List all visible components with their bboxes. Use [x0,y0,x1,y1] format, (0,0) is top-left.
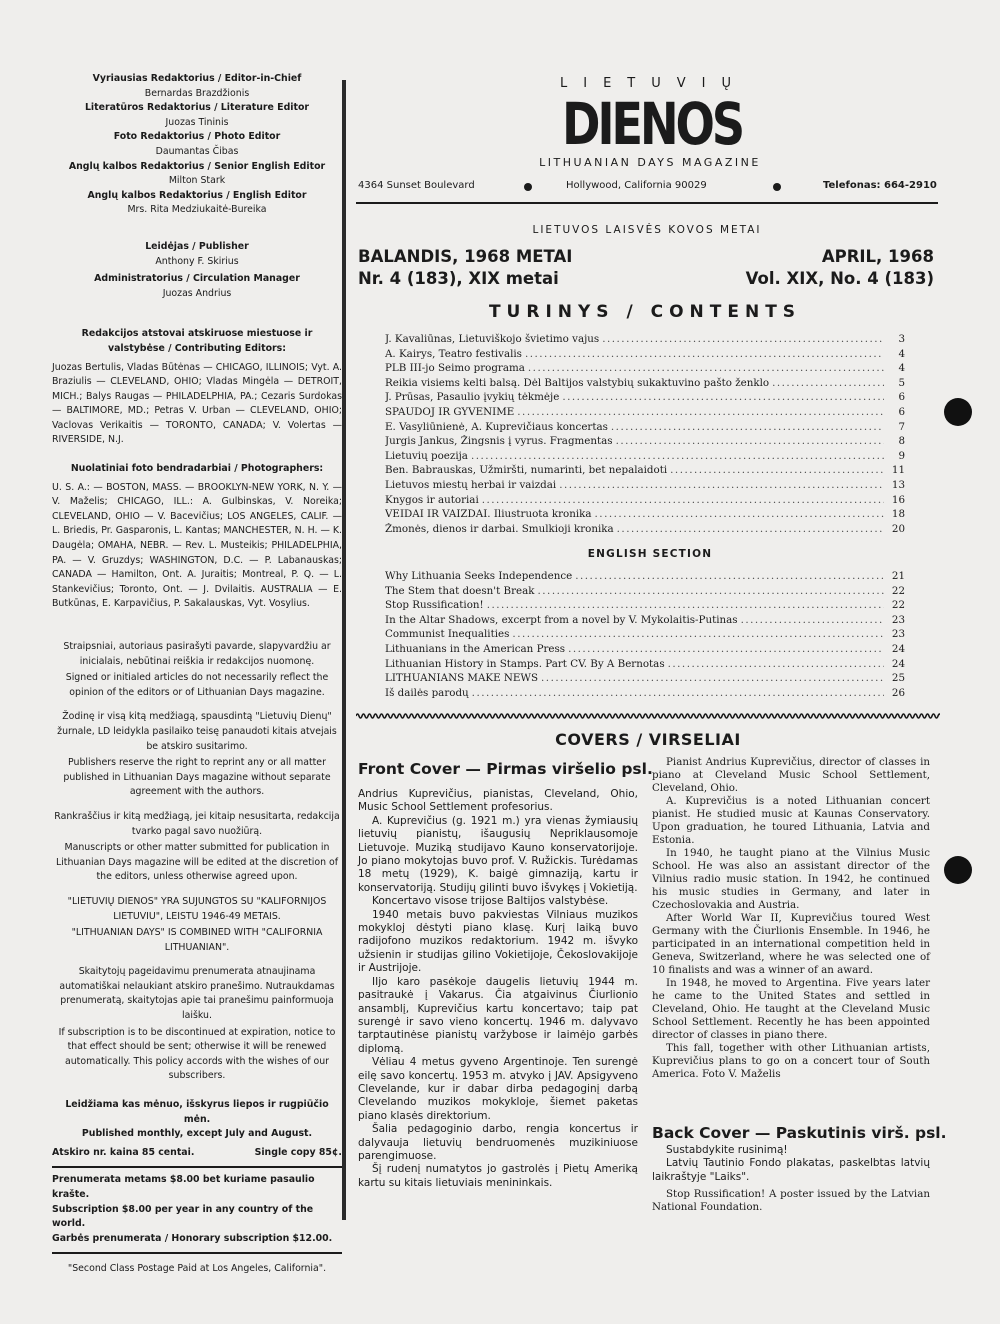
divider [52,1252,342,1254]
front-cover-paragraph: Andrius Kuprevičius, pianistas, Cleveland, Ohio, Music School Settlement profesorius. [358,788,638,814]
toc-row [385,643,905,658]
masthead-staff-column [52,72,342,1277]
toc-leader [668,658,884,670]
toc-leader [482,494,884,506]
editorial-note: "LITHUANIAN DAYS" IS COMBINED WITH "CALIFORNIA LITHUANIAN". [71,927,323,953]
toc-row [385,348,905,363]
toc-leader [617,523,884,535]
toc-leader [568,643,884,655]
toc-leader [772,377,884,389]
toc-title: Why Lithuania Seeks Independence [385,570,573,582]
toc-title: Iš dailės parodų [385,686,469,699]
toc-title: Lietuvių poezija [385,449,468,462]
toc-row [385,450,905,465]
back-cover-heading: Back Cover — Paskutinis virš. psl. [652,1124,947,1142]
bullet-dot-icon [524,183,532,191]
toc-page: 23 [891,613,905,626]
front-cover-paragraph: Vėliau 4 metus gyveno Argentinoje. Ten surengė eilę savo koncertų. 1953 m. atvyko į JAV. Apsigyveno Clevelande, kur ir dabar dirba pedagoginį darbą Clevelando muzikos mokykloje, šiemet paketas piano klasės direktorium. [358,1056,638,1122]
toc-leader [741,614,884,626]
toc-leader [562,391,884,403]
toc-leader [538,585,884,597]
toc-page: 20 [891,522,905,535]
toc-page: 25 [891,672,905,685]
toc-page: 22 [891,599,905,612]
toc-title: Lithuanians in the American Press [385,642,566,655]
staff-name: Juozas Tininis [165,116,229,128]
toc-page: 23 [891,628,905,641]
issue-date-en: APRIL, 1968 [821,247,934,266]
toc-leader [528,362,884,374]
back-cover-line: Latvių Tautinio Fondo plakatas, paskelbtas latvių laikraštyje "Laiks". [652,1157,930,1183]
editorial-note: Publishers reserve the right to reprint any or all matter published in Lithuanian Days magazine without separate agreement with the authors. [63,757,331,798]
toc-leader [611,421,884,433]
punch-hole-icon [944,856,972,884]
toc-page: 3 [898,333,905,345]
issue-number-lt: Nr. 4 (183), XIX metai [358,269,559,288]
column-rule [342,80,346,1220]
front-cover-paragraph: A. Kuprevičius (g. 1921 m.) yra vienas žymiausių lietuvių pianistų, išaugusių Nepriklausomoje Lietuvoje. Muziką studijavo Kauno konservatorijoje. Jo piano mokytojas buvo prof. V. Ružickis. Turėdamas 18 metų (1929), K. baigė gimnaziją, kartu ir konservatoriją. Studijų gilinti buvo išvykęs į Vokietiją. [358,814,638,894]
toc-row [385,658,905,673]
toc-title: In the Altar Shadows, excerpt from a novel by V. Mykolaitis-Putinas [385,613,738,626]
masthead-lietuviu: LIETUVIŲ [560,76,747,91]
staff-name: Bernardas Brazdžionis [144,87,250,99]
toc-page: 4 [898,362,905,375]
toc-row [385,672,905,687]
photographers [52,462,342,612]
staff-list [52,72,342,218]
toc-page: 4 [898,347,905,360]
english-paragraph: A. Kuprevičius is a noted Lithuanian concert pianist. He studied music at Kaunas Conservatory. Upon graduation, he toured Lithuania, Latvia and Estonia. [652,795,930,846]
back-cover-text [652,1144,930,1214]
phone: Telefonas: 664-2910 [823,180,937,191]
editorial-note: Rankraščius ir kitą medžiagą, jei kitaip nesusitarta, redakcija tvarko pagal savo nuožiūrą. [54,810,340,837]
staff-name: Daumantas Čibas [155,145,239,157]
toc-title: VEIDAI IR VAIZDAI. Iliustruota kronika [385,508,592,521]
toc-row [385,435,905,450]
price-line: Prenumerata metams $8.00 bet kuriame pasaulio krašte. [52,1174,315,1200]
toc-title: Reikia visiems kelti balsą. Dėl Baltijos valstybių sukaktuvino pašto ženklo [385,376,770,389]
english-paragraph: In 1940, he taught piano at the Vilnius Music School. He was also an assistant director of the Vilnius radio music station. In 1942, he continued his music studies in Germany, and later in Czechoslovakia and Austria. [652,847,930,911]
toc-page: 13 [891,478,905,491]
single-copy-lt: Atskiro nr. kaina 85 centai. [52,1146,195,1158]
toc-title: A. Kairys, Teatro festivalis [385,347,522,360]
toc-leader [471,450,884,462]
toc-page: 5 [898,376,905,389]
editorial-note: "LIETUVIŲ DIENOS" YRA SUJUNGTOS SU "KALIFORNIJOS LIETUVIU", LEISTU 1946-49 METAIS. [67,895,327,922]
bullet-dot-icon [773,183,781,191]
english-section-title: ENGLISH SECTION [587,548,713,560]
front-cover-paragraph: Šį rudenį numatytos jo gastrolės į Pietų Ameriką kartu su kitais lietuviais menininkais. [358,1163,638,1189]
editorial-note: Signed or initialed articles do not necessarily reflect the opinion of the editors or of Lithuanian Days magazine. [65,672,329,698]
toc-row [385,523,905,538]
editorial-note: Žodinę ir visą kitą medžiagą, spausdintą "Lietuvių Dienų" žurnale, LD leidykla pasilaiko teisę panaudoti kitais atvejais be atskiro susitarimo. [57,711,337,752]
toc-title: Žmonės, dienos ir darbai. Smulkioji kronika [385,522,614,535]
staff-role: Anglų kalbos Redaktorius / English Editor [87,189,307,201]
front-cover-paragraph: Koncertavo visose trijose Baltijos valstybėse. [372,895,609,908]
toc-leader [595,508,884,520]
toc-title: SPAUDOJ IR GYVENIME [385,405,515,418]
english-paragraph: This fall, together with other Lithuanian artists, Kuprevičius plans to go on a concert tour of South America. Foto V. Maželis [652,1042,930,1080]
toc-title: J. Kavaliūnas, Lietuviškojo švietimo vajus [385,333,600,345]
toc-leader [559,479,884,491]
toc-leader [517,406,884,418]
toc-leader [616,435,884,447]
toc-row [385,406,905,421]
toc-row [385,479,905,494]
toc-page: 24 [891,657,905,670]
toc-page: 7 [898,420,905,433]
punch-hole-icon [944,398,972,426]
front-cover-paragraph: IIjo karo pasėkoje daugelis lietuvių 1944 m. pasitraukė į Vakarus. Čia atgaivinus Čiurlionio ansamblį, Kuprevičius kartu koncertavo; taip pat surengė ir savo vieno koncertų. 1946 m. dalyvavo tarptautinėse pianistų varžybose ir laimėjo garbės diplomą. [358,975,638,1055]
toc-leader [472,687,884,699]
toc-title: Lithuanian History in Stamps. Part CV. By A Bernotas [385,657,665,670]
contents-title: TURINYS / CONTENTS [488,302,802,322]
toc-row [385,421,905,436]
single-copy-en: Single copy 85¢. [254,1146,342,1158]
staff-role: Anglų kalbos Redaktorius / Senior English Editor [68,160,326,172]
toc-title: Communist Inequalities [385,628,510,641]
city: Hollywood, California 90029 [566,180,707,191]
publication-info [52,1098,342,1160]
toc-leader [525,348,884,360]
toc-page: 8 [898,435,905,448]
toc-row [385,391,905,406]
back-cover-line: Sustabdykite rusinimą! [666,1144,788,1156]
photo-title: Nuolatiniai foto bendradarbiai / Photographers: [70,463,324,475]
admin-role: Administratorius / Circulation Manager [94,273,300,285]
staff-role: Foto Redaktorius / Photo Editor [113,131,281,143]
contrib-text: Juozas Bertulis, Vladas Būtėnas — CHICAGO, ILLINOIS; Vyt. A. Braziulis — CLEVELAND, OHIO; Vladas Mingėla — DETROIT, MICH.; Balys Raugas — PHILADELPHIA, PA.; Cezaris Surdokas — BALTIMORE, MD.; Petras V. Urban — CLEVELAND, OHIO; Vaclovas Verikaitis — TORONTO, CANADA; V. Volertas — RIVERSIDE, N.J. [52,361,342,446]
toc-title: J. Prūsas, Pasaulio įvykių tėkmėje [385,391,560,404]
toc-page: 16 [891,493,905,506]
toc-row [385,570,905,585]
toc-row [385,508,905,523]
toc-title: Stop Russification! [385,599,484,612]
price-line: Subscription $8.00 per year in any country of the world. [52,1203,314,1230]
staff-name: Milton Stark [168,175,226,187]
english-paragraph: Pianist Andrius Kuprevičius, director of classes in piano at Cleveland Music School Settlement, Cleveland, Ohio. [652,756,930,794]
publisher-name: Anthony F. Skirius [155,255,239,267]
toc-page: 9 [898,449,905,462]
monthly-lt: Leidžiama kas mėnuo, išskyrus liepos ir rugpiūčio mėn. [65,1099,329,1125]
contrib-title: Redakcijos atstovai atskiruose miestuose ir valstybėse / Contributing Editors: [81,328,313,354]
toc-page: 22 [891,584,905,597]
toc-title: Knygos ir autoriai [385,493,479,506]
toc-row [385,614,905,629]
subscription-prices [52,1173,342,1246]
toc-row [385,333,905,348]
wavy-divider [356,712,940,720]
editorial-note: Skaitytojų pageidavimu prenumerata atnaujinama automatiškai nelaukiant atskiro pranešimo. Nutraukdamas prenumeratą, skaitytojas apie tai pranešimu painformuoja laišku. [59,966,335,1022]
toc-leader [512,628,884,640]
staff-role: Vyriausias Redaktorius / Editor-in-Chief [92,73,302,84]
toc-row [385,628,905,643]
address: 4364 Sunset Boulevard [358,180,475,191]
toc-row [385,494,905,509]
toc-row [385,585,905,600]
toc-row [385,362,905,377]
toc-leader [487,599,884,611]
toc-title: Jurgis Jankus, Žingsnis į vyrus. Fragmentas [385,435,613,448]
issue-date-lt: BALANDIS, 1968 METAI [358,247,573,266]
masthead-dienos: DIENOS [562,90,742,158]
toc-page: 11 [891,464,905,477]
back-cover-line: Stop Russification! A poster issued by the Latvian National Foundation. [652,1188,930,1214]
issue-info-lt [358,246,572,290]
toc-row [385,377,905,392]
masthead-rule [356,202,938,204]
toc-row [385,599,905,614]
english-paragraph: After World War II, Kuprevičius toured West Germany with the Čiurlionis Ensemble. In 1946, he participated in an international competition held in Geneva, Switzerland, where he was selected one of 10 finalists and was a winner of an award. [652,912,930,976]
editorial-note: Straipsniai, autoriaus pasirašyti pavarde, slapyvardžiu ar inicialais, nebūtinai reiškia ir redakcijos nuomonę. [63,641,331,667]
front-cover-paragraph: 1940 metais buvo pakviestas Vilniaus muzikos mokykloj dėstyti piano klasę. Kurį laiką buvo radijofono muzikos redaktorium. 1942 m. išvyko užsienin ir studijas gilino Vokietijoje, Čekoslovakijoje ir Austrijoje. [358,908,638,975]
toc-title: The Stem that doesn't Break [385,584,535,597]
monthly-en: Published monthly, except July and August. [81,1128,313,1140]
toc-title: LITHUANIANS MAKE NEWS [385,672,539,685]
front-cover-paragraph: Šalia pedagoginio darbo, rengia koncertus ir dalyvauja lietuvių bendruomenės muzikiniuose parengimuose. [358,1123,638,1162]
english-paragraph: In 1948, he moved to Argentina. Five years later he came to the United States and settled in Cleveland, Ohio. He taught at the Cleveland Music School Settlement. Recently he has been appointed director of classes in piano there. [652,977,930,1041]
toc-page: 6 [898,391,905,404]
contributing-editors [52,327,342,448]
toc-title: E. Vasyliūnienė, A. Kuprevičiaus koncertas [385,420,608,433]
toc-page: 18 [891,508,905,521]
postage-note: "Second Class Postage Paid at Los Angeles, California". [67,1263,327,1275]
editorial-note: If subscription is to be discontinued at expiration, notice to that effect should be sent; otherwise it will be renewed automatically. This policy accords with the wishes of our subscribers. [58,1026,336,1082]
toc-leader [670,464,884,476]
front-cover-text [358,788,638,1190]
toc-page: 6 [898,405,905,418]
masthead-subtitle: LITHUANIAN DAYS MAGAZINE [539,156,761,169]
toc-page: 24 [891,642,905,655]
publisher-block [52,240,342,301]
publisher-role: Leidėjas / Publisher [145,240,249,252]
toc-leader [602,333,884,345]
toc-title: Lietuvos miestų herbai ir vaizdai [385,478,557,491]
photo-text: U. S. A.: — BOSTON, MASS. — BROOKLYN-NEW YORK, N. Y. — V. Maželis; CHICAGO, ILL.: A. Gulbinskas, V. Noreika; CLEVELAND, OHIO — V. Bacevičius; LOS ANGELES, CALIF. — L. Briedis, Pr. Gasparonis, L. Kantas; MANCHESTER, N. H. — K. Daugėla; OMAHA, NEBR. — Rev. L. Musteikis; PHILADELPHIA, PA. — V. Gruzdys; WASHINGTON, D.C. — P. Labanauskas; CANADA — Hamilton, Ont. A. Juraitis; Montreal, P. Q. — L. Stankevičius; Toronto, Ont. — J. Dvilaitis. AUSTRALIA — E. Butkūnas, E. Karpavičius, P. Sakalauskas, Vyt. Vosylius. [52,481,342,610]
divider [52,1166,342,1168]
toc-title: PLB III-jo Seimo programa [385,362,525,375]
editorial-note: Manuscripts or other matter submitted for publication in Lithuanian Days magazine will be edited at the discretion of the editors, unless otherwise agreed upon. [55,842,339,883]
front-cover-english-text [652,756,930,1081]
issue-number-en: Vol. XIX, No. 4 (183) [745,269,934,288]
issue-info-en [746,246,934,290]
staff-name: Mrs. Rita Medziukaitė-Bureika [127,204,267,216]
table-of-contents-english [385,570,905,701]
issue-tagline: LIETUVOS LAISVĖS KOVOS METAI [532,224,762,236]
staff-role: Literatūros Redaktorius / Literature Editor [84,102,310,114]
toc-leader [541,672,884,684]
price-line: Garbės prenumerata / Honorary subscription $12.00. [52,1232,333,1244]
editorial-notes [52,640,342,1084]
toc-row [385,464,905,479]
toc-page: 21 [891,570,905,582]
toc-page: 26 [891,686,905,699]
toc-row [385,687,905,702]
admin-name: Juozas Andrius [162,287,232,299]
toc-title: Ben. Babrauskas, Užmiršti, numarinti, bet nepalaidoti [385,464,668,477]
toc-leader [575,570,884,582]
table-of-contents [385,333,905,537]
front-cover-heading: Front Cover — Pirmas viršelio psl. [358,760,653,778]
covers-title: COVERS / VIRSELIAI [555,730,741,749]
